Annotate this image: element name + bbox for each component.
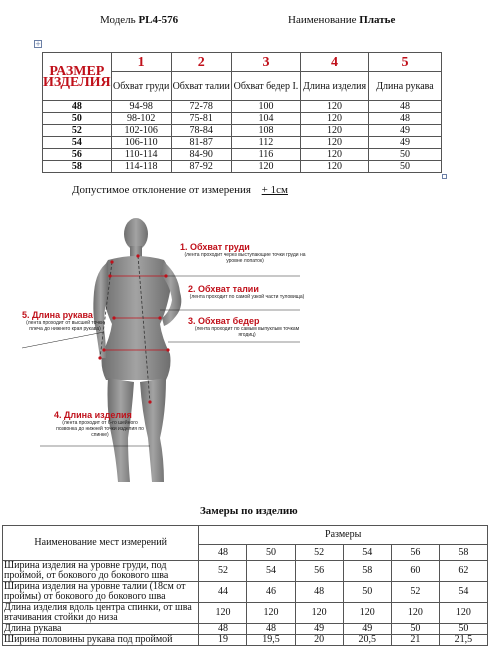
product-name-line: [288, 14, 395, 26]
value-cell: 100: [231, 101, 300, 113]
product-name-value: Платье: [359, 14, 396, 26]
measure-value: 120: [247, 603, 295, 624]
measure-value: 48: [199, 624, 247, 635]
measure-value: 54: [439, 582, 487, 603]
product-name-label: Наименование: [288, 14, 357, 26]
measure-value: 19: [199, 635, 247, 646]
column-name: Обхват бедер I.: [231, 72, 300, 101]
size-table: [42, 52, 442, 173]
table-resize-handle-icon[interactable]: [442, 174, 447, 179]
measure-value: 58: [343, 561, 391, 582]
value-cell: 120: [231, 161, 300, 173]
label-hips-title: 3. Обхват бедер: [188, 316, 260, 326]
silhouette-head: [124, 218, 148, 250]
measure-value: 120: [439, 603, 487, 624]
label-chest-title: 1. Обхват груди: [180, 242, 250, 252]
measure-point: [166, 348, 169, 351]
value-cell: 120: [301, 161, 369, 173]
value-cell: 120: [301, 125, 369, 137]
size-cell: 54: [43, 137, 112, 149]
measure-point: [110, 260, 113, 263]
value-cell: 120: [301, 137, 369, 149]
measure-name: Ширина изделия на уровне талии (18см от проймы) от бокового до бокового шва: [3, 582, 199, 603]
value-cell: 120: [301, 101, 369, 113]
value-cell: 104: [231, 113, 300, 125]
measure-point: [164, 274, 167, 277]
measure-value: 49: [295, 624, 343, 635]
table-move-handle-icon[interactable]: +: [35, 40, 41, 48]
sizes-header: Размеры: [199, 526, 488, 545]
table-row: [43, 161, 442, 173]
value-cell: 48: [368, 113, 441, 125]
measure-value: 50: [343, 582, 391, 603]
measure-point: [108, 274, 111, 277]
value-cell: 72-78: [171, 101, 231, 113]
label-waist-title: 2. Обхват талии: [188, 284, 259, 294]
label-sleeve: [22, 310, 108, 332]
measure-value: 120: [295, 603, 343, 624]
value-cell: 120: [301, 113, 369, 125]
value-cell: 49: [368, 125, 441, 137]
column-name: Длина рукава: [368, 72, 441, 101]
measure-value: 48: [295, 582, 343, 603]
table-row: [43, 125, 442, 137]
size-header-cell: 50: [247, 545, 295, 561]
label-sleeve-title: 5. Длина рукава: [22, 310, 93, 320]
measure-value: 49: [343, 624, 391, 635]
value-cell: 110-114: [111, 149, 171, 161]
label-hips: [188, 316, 306, 338]
measure-name: Ширина половины рукава под проймой: [3, 635, 199, 646]
table-row: [3, 582, 488, 603]
measure-value: 52: [391, 582, 439, 603]
table-row: [43, 137, 442, 149]
value-cell: 87-92: [171, 161, 231, 173]
value-cell: 98-102: [111, 113, 171, 125]
value-cell: 120: [301, 149, 369, 161]
table-row: [43, 149, 442, 161]
measure-value: 48: [247, 624, 295, 635]
measure-value: 46: [247, 582, 295, 603]
label-hips-sub: (лента проходит по самым выпуклым точкам ягодиц): [194, 326, 300, 338]
model-value: PL4-576: [138, 14, 179, 26]
tolerance-text: Допустимое отклонение от измерения: [72, 184, 251, 196]
label-length: [54, 410, 146, 438]
measure-value: 21: [391, 635, 439, 646]
label-length-sub: (лента проходит от 6-го шейного позвонка до нижней точки изделия по спинке): [56, 420, 144, 438]
size-header: РАЗМЕР ИЗДЕЛИЯ: [43, 53, 112, 101]
measure-name: Ширина изделия на уровне груди, под проймой, от бокового до бокового шва: [3, 561, 199, 582]
size-cell: 50: [43, 113, 112, 125]
value-cell: 50: [368, 161, 441, 173]
size-header-cell: 58: [439, 545, 487, 561]
model-line: [100, 14, 178, 26]
measure-value: 20: [295, 635, 343, 646]
measure-value: 50: [439, 624, 487, 635]
measure-point: [136, 254, 139, 257]
measure-value: 62: [439, 561, 487, 582]
label-chest: [180, 242, 310, 264]
value-cell: 78-84: [171, 125, 231, 137]
measure-point: [98, 356, 101, 359]
value-cell: 112: [231, 137, 300, 149]
size-header-cell: 54: [343, 545, 391, 561]
column-number: 3: [231, 53, 300, 72]
value-cell: 49: [368, 137, 441, 149]
value-cell: 102-106: [111, 125, 171, 137]
column-number: 1: [111, 53, 171, 72]
value-cell: 84-90: [171, 149, 231, 161]
column-name: Длина изделия: [301, 72, 369, 101]
measure-point: [158, 316, 161, 319]
measure-value: 19,5: [247, 635, 295, 646]
column-name: Обхват груди: [111, 72, 171, 101]
measure-value: 54: [247, 561, 295, 582]
table-row: [43, 101, 442, 113]
value-cell: 106-110: [111, 137, 171, 149]
measure-value: 52: [199, 561, 247, 582]
size-cell: 56: [43, 149, 112, 161]
model-label: Модель: [100, 14, 136, 26]
label-sleeve-sub: (лента проходит от высшей точки плеча до нижнего края рукава): [26, 320, 104, 332]
size-cell: 52: [43, 125, 112, 137]
measure-value: 56: [295, 561, 343, 582]
table-row: [3, 603, 488, 624]
tolerance-value: + 1см: [261, 184, 288, 196]
size-cell: 48: [43, 101, 112, 113]
size-header-cell: 56: [391, 545, 439, 561]
label-chest-sub: (лента проходит через выступающие точки груди на уровне лопаток): [184, 252, 306, 264]
size-cell: 58: [43, 161, 112, 173]
value-cell: 108: [231, 125, 300, 137]
sleeve-leader-line: [22, 332, 104, 348]
value-cell: 116: [231, 149, 300, 161]
measure-value: 20,5: [343, 635, 391, 646]
table-row: [43, 113, 442, 125]
column-number: 5: [368, 53, 441, 72]
measurements-title: Замеры по изделию: [200, 505, 298, 517]
tolerance-note: [72, 184, 288, 196]
column-number: 4: [301, 53, 369, 72]
value-cell: 48: [368, 101, 441, 113]
measure-name: Длина изделия вдоль центра спинки, от шва втачивания стойки до низа: [3, 603, 199, 624]
table-row: [3, 635, 488, 646]
table-row: [3, 561, 488, 582]
value-cell: 81-87: [171, 137, 231, 149]
measure-value: 120: [199, 603, 247, 624]
measure-point: [102, 348, 105, 351]
value-cell: 114-118: [111, 161, 171, 173]
value-cell: 50: [368, 149, 441, 161]
label-length-title: 4. Длина изделия: [54, 410, 132, 420]
label-waist-sub: (лента проходит по самой узкой части туловища): [189, 294, 305, 300]
value-cell: 75-81: [171, 113, 231, 125]
measure-point: [148, 400, 151, 403]
measure-point: [112, 316, 115, 319]
measure-value: 60: [391, 561, 439, 582]
measure-value: 21,5: [439, 635, 487, 646]
measurements-table: [2, 525, 488, 646]
measure-value: 120: [391, 603, 439, 624]
measure-value: 50: [391, 624, 439, 635]
table-row: [3, 624, 488, 635]
value-cell: 94-98: [111, 101, 171, 113]
size-header-cell: 52: [295, 545, 343, 561]
measure-value: 44: [199, 582, 247, 603]
measure-value: 120: [343, 603, 391, 624]
label-waist: [188, 284, 306, 300]
column-name: Обхват талии: [171, 72, 231, 101]
column-number: 2: [171, 53, 231, 72]
measure-name: Длина рукава: [3, 624, 199, 635]
measurements-col-header: Наименование мест измерений: [3, 526, 199, 561]
size-header-cell: 48: [199, 545, 247, 561]
